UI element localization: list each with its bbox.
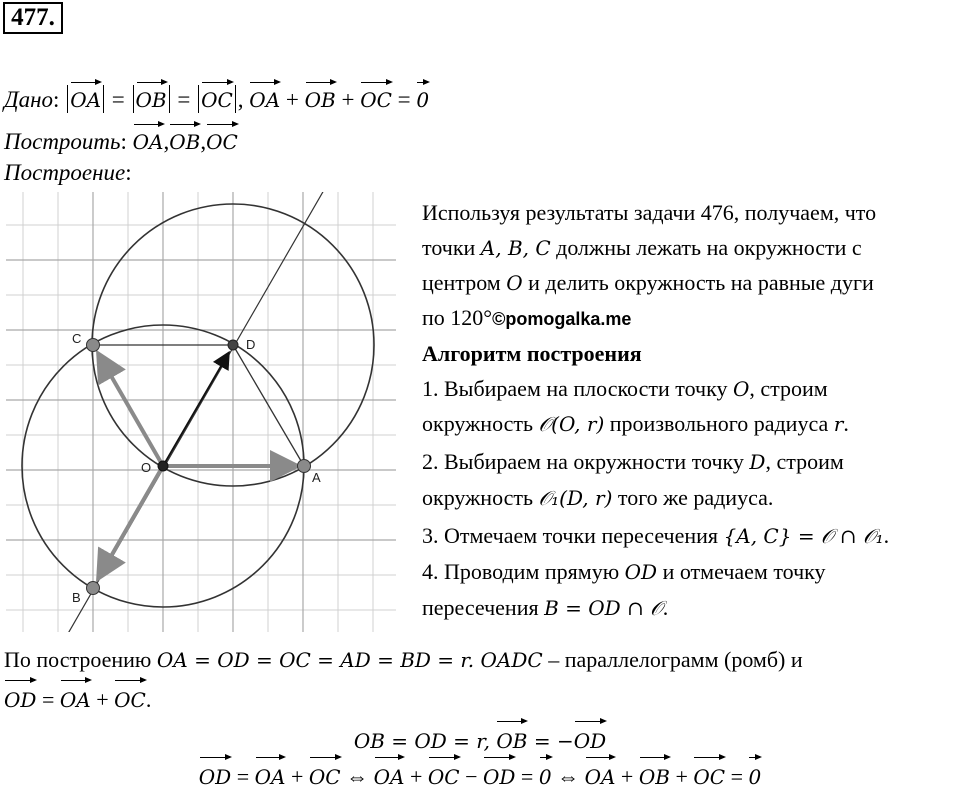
equals-sign: = [236, 764, 250, 789]
plus-sign: + [285, 87, 299, 112]
vector-oa: OA [255, 755, 286, 795]
construction-heading [4, 158, 132, 188]
vector-ob: OB [169, 122, 200, 157]
construct-colon: : [120, 129, 127, 154]
equals-sign: = [520, 764, 534, 789]
text-span: центром [422, 270, 507, 295]
label-b: B [72, 590, 81, 605]
given-line [4, 80, 429, 115]
vector-oc: OC [201, 80, 233, 115]
equals-sign: = [41, 687, 55, 712]
text-span: , строим [765, 449, 844, 474]
plus-sign: + [290, 764, 304, 789]
given-label: Дано [4, 87, 54, 112]
vector-od-arrow [163, 354, 228, 466]
construct-line: Построить: OA,OB,OC [4, 122, 238, 157]
vector-oc: OC [428, 755, 460, 795]
abs-bar [235, 85, 236, 113]
vector-od: OD [574, 719, 606, 759]
abs-bar [198, 85, 199, 113]
text-span: окружность [422, 411, 539, 436]
plus-sign: + [341, 87, 355, 112]
math-b-def: B = OD ∩ 𝒪 [544, 596, 663, 620]
vector-oa: OA [585, 755, 616, 795]
abs-bar [169, 85, 170, 113]
step-2 [422, 444, 844, 480]
construction-label: Построение [4, 160, 126, 185]
vector-sum-line: OD = OA + OC. [4, 678, 151, 718]
text-span: 1. Выбираем на плоскости точку [422, 376, 733, 401]
text-span: окружность [422, 485, 539, 510]
text-span: и отмечаем точку [657, 559, 826, 584]
math-equalities: OA = OD = OC = AD = BD = r. OADC [156, 648, 543, 672]
text-line: Используя результаты задачи 476, получаем, что [422, 200, 877, 225]
math-points: A, B, C [480, 236, 551, 260]
vector-oc: OC [206, 122, 238, 157]
math-o: O [732, 377, 750, 401]
vector-oc: OC [114, 678, 146, 718]
equals-sign: = [397, 87, 411, 112]
text-span: того же радиуса. [612, 485, 774, 510]
vector-oc: OC [693, 755, 725, 795]
text-span: По построению [4, 647, 157, 672]
text-line [422, 265, 874, 301]
vector-oa: OA [133, 122, 164, 157]
vector-oc: OC [309, 755, 341, 795]
text-span: . [843, 411, 849, 436]
math-text: OB = OD = r, [353, 729, 497, 753]
point-d [228, 340, 238, 350]
text-span: пересечения [422, 595, 545, 620]
text-span: 2. Выбираем на окружности точку [422, 449, 750, 474]
text-span: 3. Отмечаем точки пересечения [422, 523, 724, 548]
equals-sign: = [730, 764, 743, 789]
minus-sign: − [465, 764, 478, 789]
vector-oa: OA [70, 80, 101, 115]
abs-bar [67, 85, 68, 113]
comma: , [237, 87, 244, 112]
math-intersection: {A, C} = 𝒪 ∩ 𝒪₁ [723, 524, 884, 548]
vector-ob: OB [136, 80, 167, 115]
step-1-cont [422, 406, 849, 442]
zero-vector: 0 [539, 755, 552, 795]
text-span: должны лежать на окружности с [550, 235, 862, 260]
problem-number: 477. [3, 2, 63, 34]
step-3 [422, 518, 889, 554]
zero-vector: 0 [416, 80, 429, 115]
point-b [87, 582, 100, 595]
vector-od: OD [199, 755, 231, 795]
vector-ob: OB [639, 755, 670, 795]
abs-bar [103, 85, 104, 113]
text-span: , строим [749, 376, 828, 401]
watermark: ©pomogalka.me [492, 309, 632, 329]
step-1 [422, 371, 828, 407]
step-4 [422, 554, 826, 590]
point-a [298, 460, 311, 473]
math-od: OD [624, 560, 658, 584]
math-circle: 𝒪₁(D, r) [538, 486, 613, 510]
vector-oa: OA [60, 678, 91, 718]
construction-colon: : [125, 160, 132, 185]
step-4-cont [422, 590, 668, 626]
label-o: O [141, 460, 152, 475]
algorithm-title: Алгоритм построения [422, 341, 642, 366]
math-text: = − [527, 729, 574, 753]
vector-oa: OA [249, 80, 280, 115]
vector-ob: OB [496, 719, 527, 759]
text-line [422, 230, 862, 266]
point-o [158, 461, 168, 471]
vector-od: OD [483, 755, 515, 795]
text-span: точки [422, 235, 481, 260]
plus-sign: + [675, 764, 688, 789]
geometry-diagram [6, 192, 396, 632]
math-r: r [833, 412, 844, 436]
text-span: 4. Проводим прямую [422, 559, 625, 584]
abs-bar [133, 85, 134, 113]
math-d: D [749, 450, 766, 474]
vector-ob: OB [305, 80, 336, 115]
vector-ob-arrow [99, 466, 163, 577]
text-span: . [883, 523, 890, 548]
equation-final [0, 755, 960, 795]
zero-vector: 0 [748, 755, 761, 795]
label-a: A [312, 470, 321, 485]
given-colon: : [53, 87, 60, 112]
vector-od: OD [4, 678, 36, 718]
iff-sign: ⇔ [346, 764, 369, 789]
plus-sign: + [620, 764, 634, 789]
equals-sign: = [111, 87, 125, 112]
vector-oa: OA [374, 755, 405, 795]
plus-sign: + [409, 764, 423, 789]
label-c: C [72, 331, 82, 346]
text-span: . [662, 595, 669, 620]
equals-sign: = [177, 87, 191, 112]
label-d: D [246, 337, 256, 352]
plus-sign: + [96, 687, 109, 712]
iff-sign: ⇔ [557, 764, 580, 789]
equation-ob [0, 719, 960, 759]
math-o: O [506, 271, 523, 295]
vector-oc: OC [360, 80, 392, 115]
text-span: – параллелограмм (ромб) и [542, 647, 803, 672]
text-line [422, 300, 631, 337]
text-span: произвольного радиуса [604, 411, 834, 436]
text-span: по 120° [422, 305, 493, 330]
text-span: и делить окружность на равные дуги [522, 270, 874, 295]
construct-label: Построить [4, 129, 121, 154]
point-c [87, 339, 100, 352]
conclusion-line [4, 642, 803, 678]
math-circle: 𝒪(O, r) [538, 412, 605, 436]
step-2-cont [422, 480, 773, 516]
